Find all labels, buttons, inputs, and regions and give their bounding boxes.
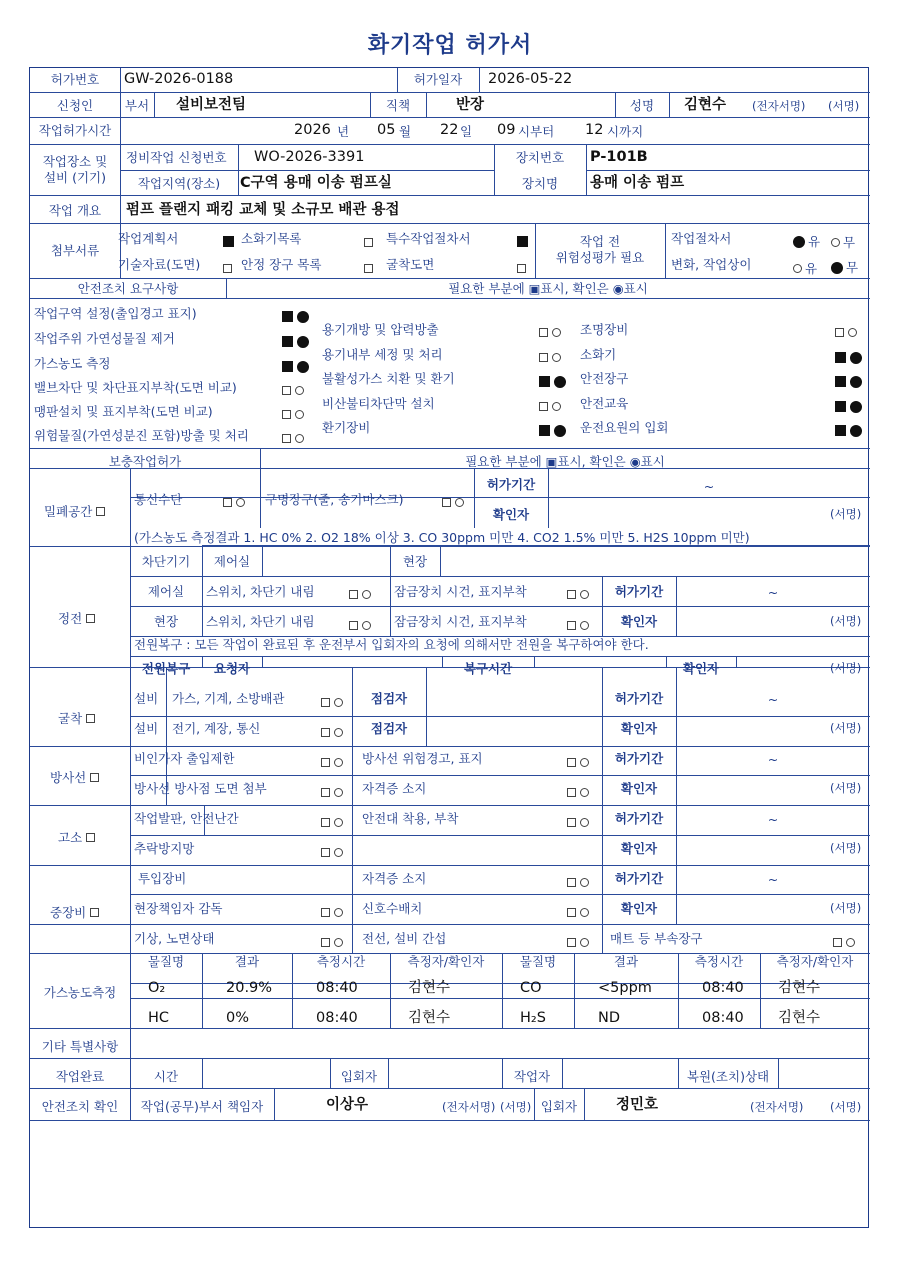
- confirm-witness[interactable]: 정민호: [616, 1097, 659, 1113]
- grid-v-line: [238, 170, 239, 195]
- excavation-item-1-marks[interactable]: [321, 694, 343, 710]
- height-a-marks[interactable]: [321, 814, 343, 830]
- area-label: 작업지역(장소): [137, 176, 221, 191]
- permit-no-label: 허가번호: [50, 72, 100, 87]
- proc-no[interactable]: [831, 234, 855, 250]
- grid-v-line: [274, 1088, 275, 1120]
- safety-marks[interactable]: [539, 373, 566, 389]
- confined-label-text: 밀폐공간: [44, 504, 93, 519]
- grid-v-line: [562, 1058, 563, 1088]
- radiation-label[interactable]: [50, 769, 99, 785]
- height-period[interactable]: ~: [767, 812, 779, 827]
- grid-h-line: [30, 298, 870, 299]
- gas-header: 측정자/확인자: [776, 954, 854, 969]
- excavation-period[interactable]: ~: [767, 692, 779, 707]
- heavy-sign: (서명): [830, 901, 862, 915]
- confirm-mgr-esign: (전자서명): [442, 1100, 496, 1114]
- confirm-mgr[interactable]: 이상우: [326, 1097, 369, 1113]
- grid-v-line: [426, 92, 427, 117]
- overview-value[interactable]: 펌프 플랜지 패킹 교체 및 소규모 배관 용접: [126, 202, 400, 218]
- grid-v-line: [669, 92, 670, 117]
- safety-marks[interactable]: [539, 398, 561, 414]
- gas-cell[interactable]: 김현수: [408, 980, 451, 996]
- work-year[interactable]: 2026: [294, 122, 331, 138]
- attach-item-6: 굴착도면: [386, 257, 435, 272]
- gas-header: 결과: [613, 954, 639, 969]
- work-to[interactable]: 12: [585, 122, 604, 138]
- radiation-c-marks[interactable]: [567, 754, 589, 770]
- heavy-b: 현장책임자 감독: [134, 901, 223, 916]
- safety-marks[interactable]: [539, 422, 566, 438]
- gas-cell[interactable]: 08:40: [702, 1010, 744, 1026]
- grid-h-line: [130, 775, 870, 776]
- change-label: 변화, 작업상이: [671, 257, 752, 272]
- grid-v-line: [352, 924, 353, 953]
- heavy-f-marks[interactable]: [567, 934, 589, 950]
- gas-cell[interactable]: HC: [148, 1010, 170, 1026]
- restore-time-label: 복구시간: [463, 661, 513, 676]
- safety-marks[interactable]: [835, 422, 862, 438]
- grid-h-line: [130, 716, 870, 717]
- safety-item: 환기장비: [322, 420, 371, 435]
- gas-cell[interactable]: <5ppm: [598, 980, 652, 996]
- restore-confirmer-label: 확인자: [682, 661, 720, 676]
- radiation-b-marks[interactable]: [321, 784, 343, 800]
- grid-v-line: [676, 576, 677, 636]
- day-unit: 일: [460, 124, 473, 139]
- confined-rescue-marks[interactable]: [442, 494, 464, 510]
- safety-marks[interactable]: [282, 406, 304, 422]
- grid-h-line: [130, 576, 870, 577]
- name-label: 성명: [629, 98, 655, 113]
- power-breaker: 차단기기: [141, 554, 191, 569]
- grid-v-line: [130, 924, 131, 953]
- safety-item: 불활성가스 치환 및 환기: [322, 371, 455, 386]
- grid-v-line: [120, 195, 121, 223]
- radiation-confirmer-label: 확인자: [620, 781, 658, 796]
- confirm-witness-esign: (전자서명): [750, 1100, 804, 1114]
- confined-comm-marks[interactable]: [223, 494, 245, 510]
- supp-header-right: 필요한 부분에 ▣표시, 확인은 ◉표시: [465, 454, 665, 469]
- grid-h-line: [130, 894, 870, 895]
- confirm-mgr-label: 작업(공무)부서 책임자: [140, 1099, 264, 1114]
- area-value[interactable]: C구역 용매 이송 펌프실: [240, 175, 392, 191]
- attach-check-3[interactable]: [517, 233, 528, 249]
- proc-yes[interactable]: [793, 233, 820, 249]
- location-label-2: 설비 (기기): [43, 170, 107, 185]
- power-row1-lock-marks[interactable]: [567, 586, 589, 602]
- safety-item: 작업구역 설정(출입경고 표지): [34, 306, 197, 321]
- grid-h-line: [130, 998, 870, 999]
- power-control-room-head: 제어실: [213, 554, 251, 569]
- gas-cell[interactable]: CO: [520, 980, 542, 996]
- equip-name[interactable]: 용매 이송 펌프: [590, 175, 685, 191]
- dept-label: 부서: [124, 98, 150, 113]
- grid-v-line: [534, 656, 535, 667]
- grid-v-line: [426, 667, 427, 746]
- power-confirmer-label: 확인자: [620, 614, 658, 629]
- gas-cell[interactable]: 0%: [226, 1010, 250, 1026]
- radiation-d-marks[interactable]: [567, 784, 589, 800]
- grid-h-line: [30, 448, 870, 449]
- gas-header: 측정시간: [694, 954, 744, 969]
- grid-h-line: [30, 117, 870, 118]
- grid-v-line: [778, 1058, 779, 1088]
- gas-label: 가스농도측정: [43, 985, 117, 1000]
- esign-label: (전자서명): [752, 99, 806, 113]
- equip-name-label: 장치명: [521, 176, 559, 191]
- grid-v-line: [586, 144, 587, 195]
- overview-label: 작업 개요: [48, 203, 102, 218]
- grid-h-line: [30, 278, 870, 279]
- excavation-item-1: 가스, 기계, 소방배관: [172, 691, 285, 706]
- attach-check-6[interactable]: [517, 260, 526, 276]
- confined-period[interactable]: ~: [703, 479, 715, 494]
- radiation-d: 자격증 소지: [362, 781, 427, 796]
- radiation-period[interactable]: ~: [767, 752, 779, 767]
- confined-comm: 통신수단: [134, 492, 183, 507]
- work-time-label: 작업허가시간: [38, 123, 112, 138]
- safety-header-right: 필요한 부분에 ▣표시, 확인은 ◉표시: [448, 281, 648, 296]
- change-yes[interactable]: [793, 260, 817, 276]
- heavy-a: 투입장비: [138, 871, 187, 886]
- dept-value[interactable]: 설비보전팀: [176, 97, 247, 113]
- safety-item: 맹판설치 및 표지부착(도면 비교): [34, 404, 213, 419]
- height-label-text: 고소: [58, 830, 83, 845]
- confined-confirmer-label: 확인자: [492, 507, 530, 522]
- heavy-g-marks[interactable]: [833, 934, 855, 950]
- attach-check-4[interactable]: [223, 260, 232, 276]
- supp-header-left: 보충작업허가: [108, 454, 182, 469]
- equip-no[interactable]: P-101B: [590, 149, 648, 165]
- excavation-period-label: 허가기간: [614, 691, 664, 706]
- grid-h-line: [30, 144, 870, 145]
- safety-item: 위험물질(가연성분진 포함)방출 및 처리: [34, 428, 249, 443]
- heavy-d-marks[interactable]: [567, 874, 589, 890]
- grid-v-line: [130, 468, 131, 546]
- completion-restore-label: 복원(조치)상태: [686, 1069, 770, 1084]
- radiation-a-marks[interactable]: [321, 754, 343, 770]
- attach-item-5: 안정 장구 목록: [241, 257, 322, 272]
- proc-label: 작업절차서: [671, 231, 732, 246]
- safety-item: 가스농도 측정: [34, 356, 111, 371]
- grid-h-line: [202, 545, 870, 546]
- grid-v-line: [602, 924, 603, 953]
- safety-marks[interactable]: [539, 324, 561, 340]
- page-title: 화기작업 허가서: [367, 33, 533, 58]
- grid-h-line: [30, 195, 870, 196]
- gas-cell[interactable]: 김현수: [408, 1010, 451, 1026]
- proc-no-label: 무: [843, 235, 856, 250]
- power-row2-switch-marks[interactable]: [349, 617, 371, 633]
- safety-marks[interactable]: [282, 382, 304, 398]
- power-row1-loc: 제어실: [147, 584, 185, 599]
- gas-cell[interactable]: O₂: [148, 980, 166, 996]
- gas-cell[interactable]: 08:40: [316, 980, 358, 996]
- change-yes-label: 유: [805, 261, 818, 276]
- height-c-marks[interactable]: [567, 814, 589, 830]
- position-label: 직책: [385, 98, 411, 113]
- heavy-label-text: 중장비: [50, 905, 87, 920]
- completion-witness-label: 입회자: [340, 1069, 378, 1084]
- grid-h-line: [120, 170, 494, 171]
- requester-label: 요청자: [213, 661, 251, 676]
- location-label-1: 작업장소 및: [42, 154, 108, 169]
- grid-v-line: [202, 1058, 203, 1088]
- safety-item: 소화기: [580, 347, 617, 362]
- heavy-confirmer-label: 확인자: [620, 901, 658, 916]
- applicant-label: 신청인: [56, 98, 94, 113]
- height-b: 추락방지망: [134, 841, 195, 856]
- height-label[interactable]: [58, 829, 95, 845]
- radiation-c: 방사선 위험경고, 표지: [362, 751, 483, 766]
- height-sign: (서명): [830, 841, 862, 855]
- height-b-marks[interactable]: [321, 844, 343, 860]
- gas-cell[interactable]: 08:40: [316, 1010, 358, 1026]
- completion-label: 작업완료: [55, 1069, 105, 1084]
- applicant-name[interactable]: 김현수: [684, 97, 727, 113]
- power-row1-switch: 스위치, 차단기 내림: [206, 584, 315, 599]
- gas-header: 측정시간: [316, 954, 366, 969]
- safety-marks[interactable]: [282, 358, 309, 374]
- heavy-e-marks[interactable]: [567, 904, 589, 920]
- excavation-equip-1: 설비: [134, 691, 159, 706]
- grid-v-line: [479, 68, 480, 92]
- gas-cell[interactable]: 김현수: [778, 980, 821, 996]
- power-row2-lock: 잠금장치 시건, 표지부착: [394, 614, 527, 629]
- grid-v-line: [388, 1058, 389, 1088]
- heavy-label[interactable]: [50, 904, 99, 920]
- radiation-label-text: 방사선: [50, 770, 87, 785]
- safety-item: 안전교육: [580, 396, 629, 411]
- grid-h-line: [30, 223, 870, 224]
- safety-marks[interactable]: [282, 333, 309, 349]
- safety-marks[interactable]: [835, 398, 862, 414]
- gas-header: 물질명: [147, 954, 185, 969]
- permit-no[interactable]: GW-2026-0188: [124, 71, 234, 87]
- safety-item: 용기개방 및 압력방출: [322, 322, 439, 337]
- grid-v-line: [130, 1028, 131, 1058]
- power-row2-loc: 현장: [153, 614, 179, 629]
- safety-marks[interactable]: [835, 349, 862, 365]
- excavation-inspector-2: 점검자: [370, 721, 408, 736]
- safety-item: 용기내부 세정 및 처리: [322, 347, 443, 362]
- grid-v-line: [548, 468, 549, 528]
- safety-marks[interactable]: [835, 324, 857, 340]
- safety-marks[interactable]: [835, 373, 862, 389]
- grid-v-line: [736, 656, 737, 667]
- grid-h-line: [586, 170, 870, 171]
- grid-h-line: [30, 92, 870, 93]
- completion-time-label: 시간: [153, 1069, 179, 1084]
- grid-v-line: [130, 805, 131, 924]
- heavy-e: 신호수배치: [362, 901, 423, 916]
- heavy-period-label: 허가기간: [614, 871, 664, 886]
- heavy-period[interactable]: ~: [767, 872, 779, 887]
- gas-cell[interactable]: 08:40: [702, 980, 744, 996]
- grid-v-line: [154, 92, 155, 117]
- radiation-b: 방사선 방사점 도면 첨부: [134, 781, 267, 796]
- grid-v-line: [665, 223, 666, 278]
- restore-label: 전원복구: [141, 661, 191, 676]
- heavy-d: 자격증 소지: [362, 871, 427, 886]
- height-period-label: 허가기간: [614, 811, 664, 826]
- permit-form: [29, 67, 869, 1228]
- attach-check-1[interactable]: [223, 233, 234, 249]
- grid-v-line: [130, 746, 131, 805]
- grid-h-line: [130, 606, 870, 607]
- power-label-text: 정전: [58, 611, 83, 626]
- confirm-label: 안전조치 확인: [41, 1099, 119, 1114]
- attach-item-3: 특수작업절차서: [386, 231, 471, 246]
- work-from[interactable]: 09: [497, 122, 516, 138]
- power-period-label: 허가기간: [614, 584, 664, 599]
- grid-v-line: [260, 468, 261, 528]
- power-sign: (서명): [830, 614, 862, 628]
- height-c: 안전대 착용, 부착: [362, 811, 459, 826]
- safety-marks[interactable]: [282, 430, 304, 446]
- attach-check-2[interactable]: [364, 234, 373, 250]
- restore-sign: (서명): [830, 661, 862, 675]
- excavation-equip-2: 설비: [134, 721, 159, 736]
- gas-cell[interactable]: ND: [598, 1010, 621, 1026]
- grid-h-line: [130, 924, 870, 925]
- proc-yes-label: 유: [808, 234, 821, 249]
- heavy-f: 전선, 설비 간섭: [362, 931, 447, 946]
- change-no[interactable]: [831, 259, 858, 275]
- work-month[interactable]: 05: [377, 122, 396, 138]
- safety-item: 비산불티차단막 설치: [322, 396, 435, 411]
- to-unit: 시까지: [607, 124, 644, 139]
- power-label[interactable]: [58, 610, 95, 626]
- attach-check-5[interactable]: [364, 260, 373, 276]
- grid-v-line: [262, 546, 263, 576]
- grid-h-line: [30, 546, 870, 547]
- safety-marks[interactable]: [539, 349, 561, 365]
- excavation-confirmer-label: 확인자: [620, 721, 658, 736]
- excavation-label[interactable]: [58, 710, 95, 726]
- heavy-b-marks[interactable]: [321, 904, 343, 920]
- grid-v-line: [120, 117, 121, 144]
- permit-date-label: 허가일자: [413, 72, 463, 87]
- safety-marks[interactable]: [282, 308, 309, 324]
- confined-sign: (서명): [830, 507, 862, 521]
- wo-label: 정비작업 신청번호: [126, 150, 227, 165]
- grid-h-line: [30, 865, 870, 866]
- power-field-head: 현장: [402, 554, 428, 569]
- completion-worker-label: 작업자: [513, 1069, 551, 1084]
- grid-v-line: [676, 667, 677, 746]
- other-label: 기타 특별사항: [41, 1039, 119, 1054]
- month-unit: 월: [399, 124, 412, 139]
- confined-rescue: 구명장구(줄, 송기마스크): [265, 492, 404, 507]
- radiation-period-label: 허가기간: [614, 751, 664, 766]
- excavation-item-2: 전기, 계장, 통신: [172, 721, 261, 736]
- excavation-label-text: 굴착: [58, 711, 83, 726]
- safety-item: 밸브차단 및 차단표지부착(도면 비교): [34, 380, 237, 395]
- heavy-c-marks[interactable]: [321, 934, 343, 950]
- wo-number[interactable]: WO-2026-3391: [254, 149, 365, 165]
- permit-date[interactable]: 2026-05-22: [488, 71, 573, 87]
- confirm-mgr-sign: (서명): [500, 1100, 532, 1114]
- grid-h-line: [30, 805, 870, 806]
- risk-label-1: 작업 전: [579, 234, 621, 249]
- confined-label[interactable]: [44, 503, 105, 519]
- grid-h-line: [130, 835, 870, 836]
- safety-item: 조명장비: [580, 322, 629, 337]
- grid-v-line: [262, 656, 263, 667]
- position-value[interactable]: 반장: [456, 97, 485, 113]
- power-period[interactable]: ~: [767, 585, 779, 600]
- from-unit: 시부터: [518, 124, 555, 139]
- safety-item: 작업주위 가연성물질 제거: [34, 331, 175, 346]
- confined-period-label: 허가기간: [486, 477, 536, 492]
- attach-item-4: 기술자료(도면): [118, 257, 201, 272]
- excavation-inspector-1: 점검자: [370, 691, 408, 706]
- height-confirmer-label: 확인자: [620, 841, 658, 856]
- grid-h-line: [30, 1028, 870, 1029]
- power-row1-lock: 잠금장치 시건, 표지부착: [394, 584, 527, 599]
- restore-note: 전원복구 : 모든 작업이 완료된 후 운전부서 입회자의 요청에 의해서만 전원을 복구하여야 한다.: [134, 637, 649, 652]
- sign-label: (서명): [828, 99, 860, 113]
- grid-v-line: [584, 1088, 585, 1120]
- height-a: 작업발판, 안전난간: [134, 811, 239, 826]
- excavation-item-2-marks[interactable]: [321, 724, 343, 740]
- grid-h-line: [130, 656, 870, 657]
- grid-v-line: [535, 223, 536, 278]
- grid-h-line: [30, 1088, 870, 1089]
- power-row1-switch-marks[interactable]: [349, 586, 371, 602]
- gas-header: 측정자/확인자: [407, 954, 485, 969]
- gas-note: (가스농도 측정결과 1. HC 0% 2. O2 18% 이상 3. CO 30ppm 미만 4. CO2 1.5% 미만 5. H2S 10ppm 미만): [134, 530, 750, 545]
- power-row2-switch: 스위치, 차단기 내림: [206, 614, 315, 629]
- heavy-g: 매트 등 부속장구: [610, 931, 703, 946]
- gas-cell[interactable]: 김현수: [778, 1010, 821, 1026]
- grid-h-line: [30, 746, 870, 747]
- gas-header: 물질명: [519, 954, 557, 969]
- grid-v-line: [120, 68, 121, 92]
- equip-no-label: 장치번호: [515, 150, 565, 165]
- radiation-sign: (서명): [830, 781, 862, 795]
- heavy-c: 기상, 노면상태: [134, 931, 215, 946]
- confirm-witness-label: 입회자: [540, 1099, 578, 1114]
- gas-header: 결과: [234, 954, 260, 969]
- safety-item: 운전요원의 입회: [580, 420, 669, 435]
- attach-label: 첨부서류: [50, 243, 100, 258]
- confirm-witness-sign: (서명): [830, 1100, 862, 1114]
- grid-h-line: [30, 1120, 870, 1121]
- work-day[interactable]: 22: [440, 122, 459, 138]
- gas-cell[interactable]: H₂S: [520, 1010, 546, 1026]
- safety-header-left: 안전조치 요구사항: [77, 281, 179, 296]
- radiation-a: 비인가자 출입제한: [134, 751, 235, 766]
- power-row2-lock-marks[interactable]: [567, 617, 589, 633]
- grid-v-line: [440, 546, 441, 576]
- change-no-label: 무: [846, 260, 859, 275]
- excavation-sign: (서명): [830, 721, 862, 735]
- grid-v-line: [352, 746, 353, 805]
- year-unit: 년: [337, 124, 350, 139]
- gas-cell[interactable]: 20.9%: [226, 980, 273, 996]
- risk-label-2: 위험성평가 필요: [555, 250, 645, 265]
- safety-item: 안전장구: [580, 371, 629, 386]
- grid-h-line: [30, 1058, 870, 1059]
- attach-item-1: 작업계획서: [118, 231, 179, 246]
- attach-item-2: 소화기목록: [241, 231, 302, 246]
